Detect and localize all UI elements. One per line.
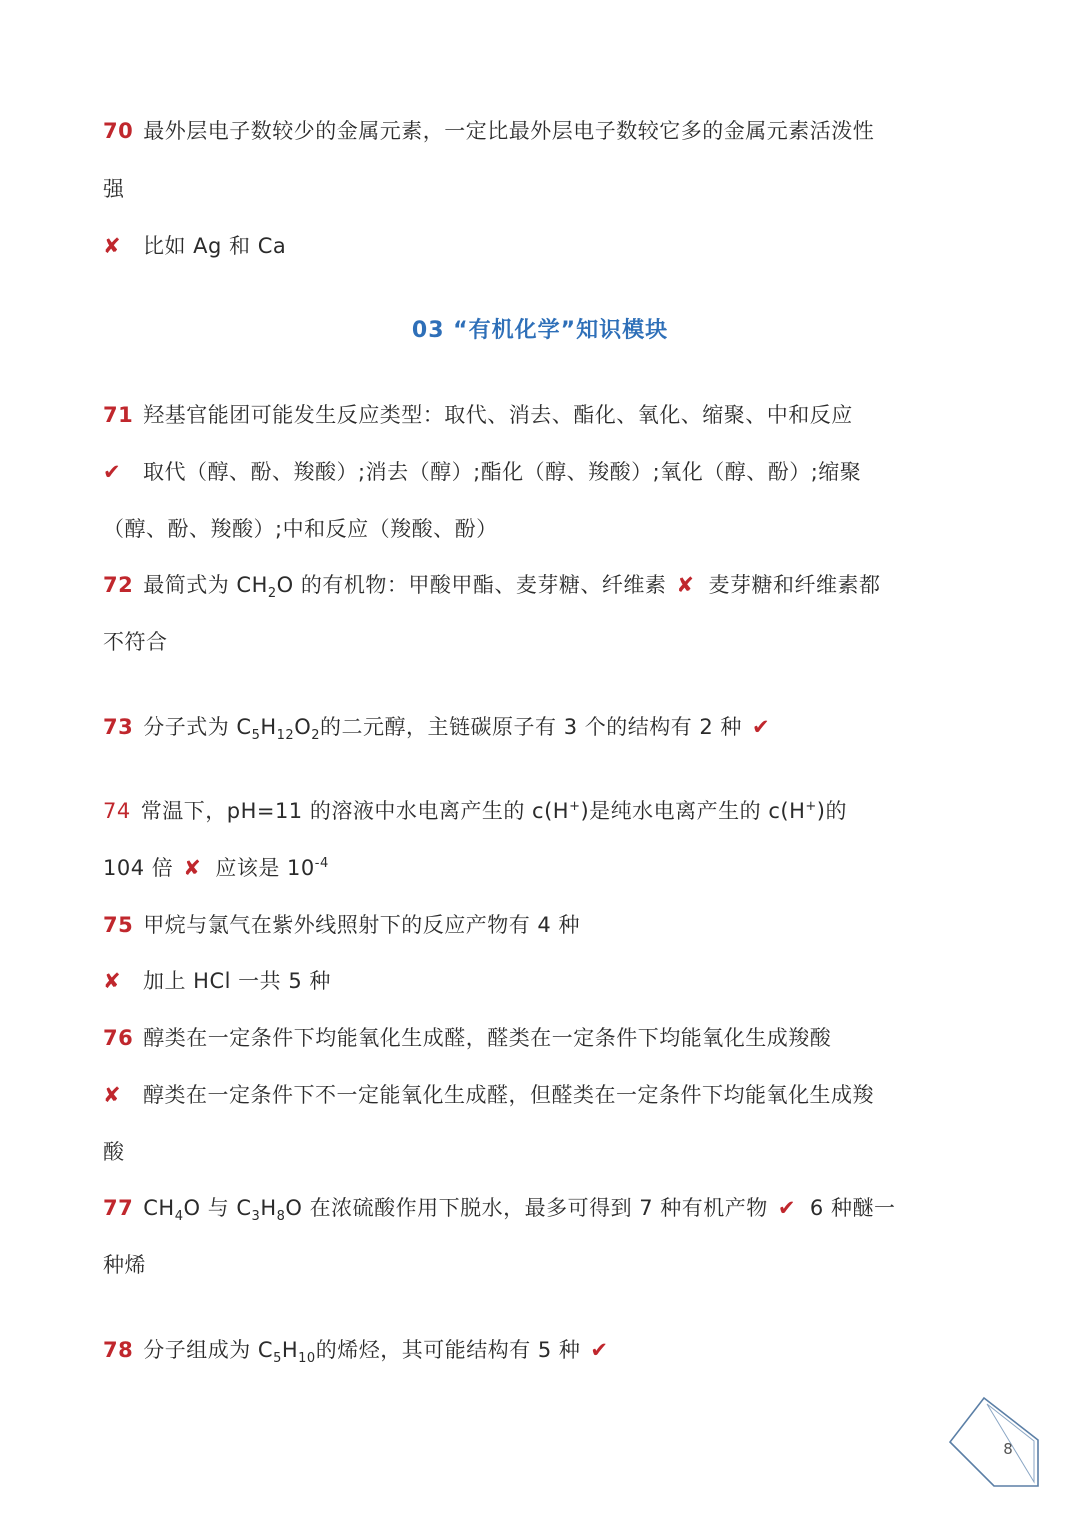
q73-question — [103, 712, 784, 742]
q76-number: 76 — [103, 1026, 134, 1050]
check-icon: ✔ — [751, 715, 771, 739]
q70-answer-text: 比如 Ag 和 Ca — [143, 234, 287, 258]
q76-question — [103, 1023, 831, 1053]
q70-question-text: 最外层电子数较少的金属元素，一定比最外层电子数较它多的金属元素活泼性 — [143, 119, 875, 143]
q71-number: 71 — [103, 403, 134, 427]
q76-question-text: 醇类在一定条件下均能氧化生成醛，醛类在一定条件下均能氧化生成羧酸 — [143, 1026, 832, 1050]
q74-question-line2 — [103, 853, 329, 883]
q74-sup2: + — [805, 799, 817, 814]
q77-text-c: H — [260, 1196, 277, 1220]
section-title: 03 “有机化学”知识模块 — [411, 318, 669, 343]
q77-sub1: 4 — [174, 1209, 184, 1225]
q72-text-a: 最简式为 CH — [143, 573, 268, 597]
cross-icon: ✘ — [103, 1083, 122, 1107]
q76-answer-line1 — [103, 1080, 874, 1110]
q72-answer-text: 麦芽糖和纤维素都 — [708, 573, 881, 597]
q78-text-a: 分子组成为 C — [143, 1338, 274, 1362]
cross-icon: ✘ — [183, 856, 202, 880]
q70-number: 70 — [103, 119, 134, 143]
q73-text-d: 的二元醇，主链碳原子有 3 个的结构有 2 种 — [320, 715, 742, 739]
q78-question — [103, 1335, 623, 1365]
q77-answer-text-cont: 种烯 — [103, 1253, 146, 1277]
q75-question — [103, 910, 580, 940]
q72-text-b: O 的有机物：甲酸甲酯、麦芽糖、纤维素 — [276, 573, 667, 597]
page-number-badge-icon — [946, 1396, 1042, 1492]
q72-number: 72 — [103, 573, 134, 597]
q74-question-line1 — [103, 796, 847, 826]
q78-sub2: 10 — [298, 1351, 316, 1367]
q78-text-c: 的烯烃，其可能结构有 5 种 — [315, 1338, 581, 1362]
q75-number: 75 — [103, 913, 134, 937]
q74-answer-text: 应该是 10 — [215, 856, 315, 880]
q73-number: 73 — [103, 715, 134, 739]
q73-sub1: 5 — [251, 728, 261, 744]
q76-answer-text: 醇类在一定条件下不一定能氧化生成醛，但醛类在一定条件下均能氧化生成羧 — [143, 1083, 874, 1107]
q71-question-text: 羟基官能团可能发生反应类型：取代、消去、酯化、氧化、缩聚、中和反应 — [143, 403, 853, 427]
q77-answer-line2 — [103, 1250, 146, 1280]
q75-question-text: 甲烷与氯气在紫外线照射下的反应产物有 4 种 — [143, 913, 580, 937]
q73-sub3: 2 — [311, 728, 321, 744]
cross-icon: ✘ — [676, 573, 695, 597]
q77-text-d: O 在浓硫酸作用下脱水，最多可得到 7 种有机产物 — [285, 1196, 768, 1220]
q77-sub2: 3 — [251, 1209, 261, 1225]
q71-question — [103, 400, 853, 430]
q74-line2: 104 倍 — [103, 856, 174, 880]
q71-answer-text-cont: （醇、酚、羧酸）;中和反应（羧酸、酚） — [103, 517, 498, 541]
q70-question-text-cont: 强 — [103, 177, 125, 201]
q75-answer-text: 加上 HCl 一共 5 种 — [143, 969, 331, 993]
q75-answer — [103, 966, 331, 996]
q77-number: 77 — [103, 1196, 134, 1220]
q74-text-b: )是纯水电离产生的 c(H — [580, 799, 806, 823]
check-icon: ✔ — [103, 460, 122, 484]
q72-sub: 2 — [267, 586, 277, 602]
q77-answer-text: 6 种醚一 — [809, 1196, 896, 1220]
q72-answer-line2 — [103, 627, 168, 657]
q78-text-b: H — [281, 1338, 299, 1362]
q74-sup1: + — [569, 799, 581, 814]
q77-sub3: 8 — [276, 1209, 286, 1225]
check-icon: ✔ — [777, 1196, 796, 1220]
page-number: 8 — [1003, 1440, 1013, 1458]
q70-question-line2 — [103, 174, 125, 204]
q76-answer-text-cont: 酸 — [103, 1140, 125, 1164]
q76-answer-line2 — [103, 1137, 125, 1167]
cross-icon: ✘ — [103, 234, 122, 258]
q71-answer-text: 取代（醇、酚、羧酸）;消去（醇）;酯化（醇、羧酸）;氧化（醇、酚）;缩聚 — [143, 460, 862, 484]
q74-text-c: )的 — [816, 799, 847, 823]
check-icon: ✔ — [590, 1338, 609, 1362]
q70-question-line1 — [103, 116, 874, 146]
q74-text-a: 常温下，pH=11 的溶液中水电离产生的 c(H — [140, 799, 570, 823]
q71-answer-line2 — [103, 514, 498, 544]
q73-text-c: O — [294, 715, 312, 739]
q78-number: 78 — [103, 1338, 134, 1362]
q77-text-a: CH — [143, 1196, 175, 1220]
q72-question — [103, 570, 880, 600]
q71-answer-line1 — [103, 457, 861, 487]
q73-sub2: 12 — [276, 728, 295, 744]
q77-text-b: O 与 C — [183, 1196, 252, 1220]
q73-text-a: 分子式为 C — [143, 715, 252, 739]
q70-answer — [103, 231, 286, 261]
q77-question — [103, 1193, 895, 1223]
q78-sub1: 5 — [273, 1351, 282, 1367]
cross-icon: ✘ — [103, 969, 122, 993]
q74-answer-sup: -4 — [314, 856, 329, 871]
q72-answer-text-cont: 不符合 — [103, 630, 168, 654]
q74-number: 74 — [103, 799, 131, 823]
q73-text-b: H — [260, 715, 277, 739]
